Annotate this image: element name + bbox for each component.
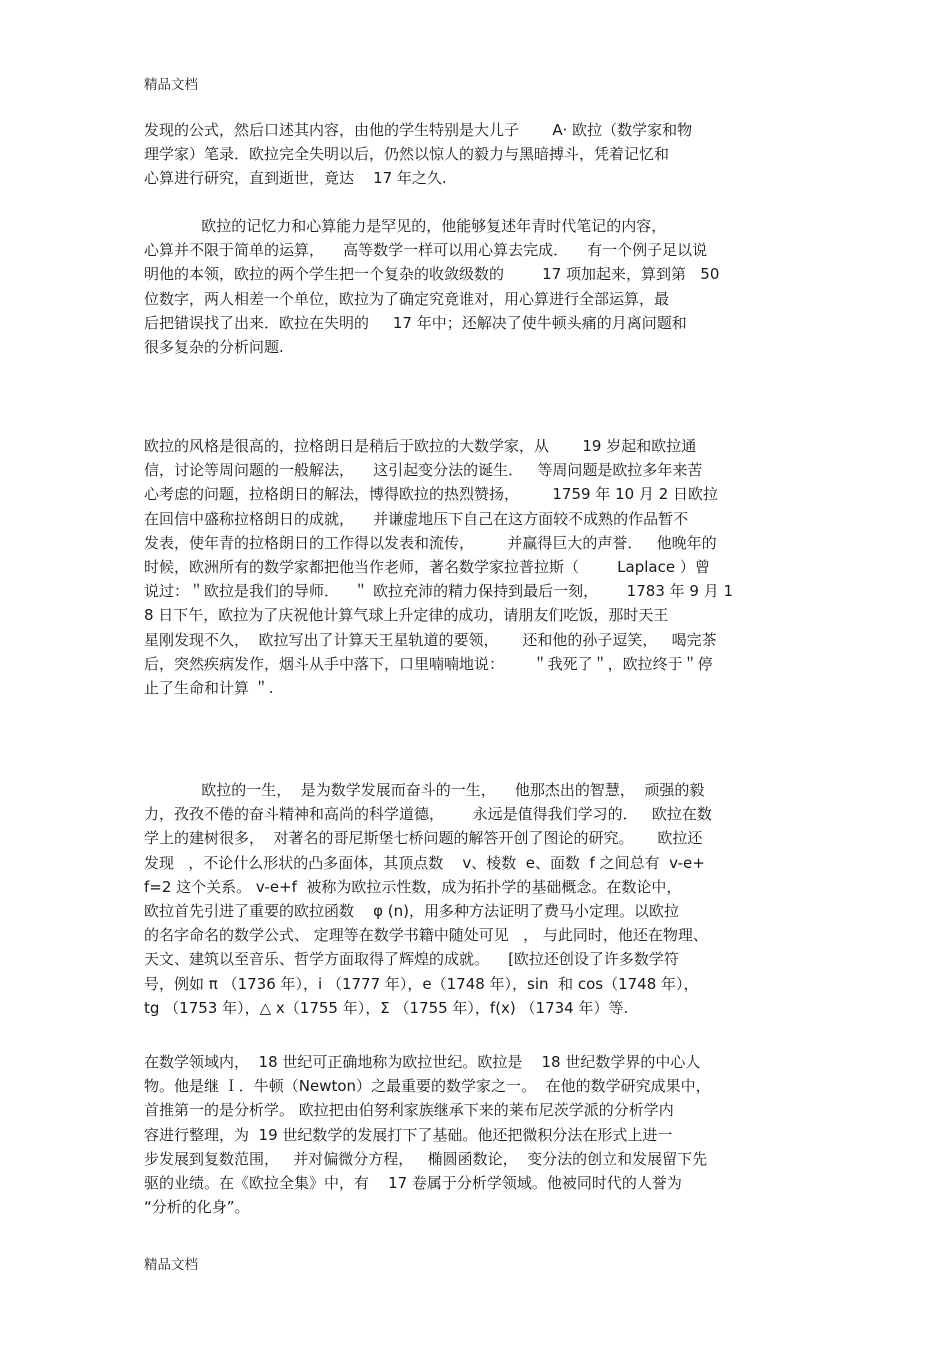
text-line: 信，讨论等周问题的一般解法， 这引起变分法的诞生． 等周问题是欧拉多年来苦 — [144, 461, 703, 480]
text-line: f=2 这个关系。 v-e+f 被称为欧拉示性数，成为拓扑学的基础概念。在数论中， — [144, 877, 682, 896]
text-line: 步发展到复数范围， 并对偏微分方程， 椭圆函数论， 变分法的创立和发展留下先 — [144, 1149, 708, 1168]
text-line: 发现 ，不论什么形状的凸多面体，其顶点数 v、棱数 e、面数 f 之间总有 v-e+ — [144, 853, 705, 872]
text-line: 驱的业绩。在《欧拉全集》中，有 17 卷属于分析学领域。他被同时代的人誉为 — [144, 1173, 682, 1192]
text-line: 明他的本领，欧拉的两个学生把一个复杂的收敛级数的 17 项加起来，算到第 50 — [144, 265, 720, 284]
text-line: 在回信中盛称拉格朗日的成就， 并谦虚地压下自己在这方面较不成熟的作品暂不 — [144, 509, 689, 528]
text-line: 心算并不限于简单的运算， 高等数学一样可以用心算去完成． 有一个例子足以说 — [144, 241, 708, 260]
text-line: 的名字命名的数学公式、 定理等在数学书籍中随处可见 ， 与此同时，他还在物理、 — [144, 926, 708, 945]
text-line: 星刚发现不久， 欧拉写出了计算天王星轨道的要领， 还和他的孙子逗笑， 喝完茶 — [144, 630, 717, 649]
text-line: 心考虑的问题，拉格朗日的解法，博得欧拉的热烈赞扬， 1759 年 10 月 2 日欧拉 — [144, 485, 719, 504]
page-header: 精品文档 — [144, 77, 198, 93]
paragraph-3 — [144, 434, 816, 700]
text-line: 位数字，两人相差一个单位，欧拉为了确定究竟谁对，用心算进行全部运算，最 — [144, 289, 670, 308]
text-line: 在数学领域内， 18 世纪可正确地称为欧拉世纪。欧拉是 18 世纪数学界的中心人 — [144, 1053, 701, 1071]
text-line: “分析的化身”。 — [144, 1198, 250, 1217]
text-line: 理学家）笔录．欧拉完全失明以后，仍然以惊人的毅力与黑暗搏斗，凭着记忆和 — [144, 145, 670, 164]
paragraph-2 — [144, 214, 816, 359]
text-line: 很多复杂的分析问题. — [144, 337, 284, 356]
text-line: 后把错误找了出来．欧拉在失明的 17 年中；还解决了使牛顿头痛的月离问题和 — [144, 313, 687, 332]
text-line: 天文、建筑以至音乐、哲学方面取得了辉煌的成就。 [欧拉还创设了许多数学符 — [144, 950, 679, 969]
text-line: 欧拉首先引进了重要的欧拉函数 φ (n)，用多种方法证明了费马小定理。以欧拉 — [144, 901, 679, 920]
text-line: 说过：＂欧拉是我们的导师． ＂ 欧拉充沛的精力保持到最后一刻， 1783 年 9 月 1 — [144, 582, 734, 601]
text-line: 时候，欧洲所有的数学家都把他当作老师，著名数学家拉普拉斯（ Laplace ）曾 — [144, 557, 710, 576]
paragraph-4 — [144, 778, 816, 1020]
paragraph-5 — [144, 1050, 816, 1219]
text-line: 止了生命和计算 ＂. — [144, 678, 274, 697]
text-line: tg （1753 年），△ x（1755 年），Σ （1755 年），f(x) （1734 年）等. — [144, 998, 629, 1017]
text-line: 首推第一的是分析学。 欧拉把由伯努利家族继承下来的莱布尼茨学派的分析学内 — [144, 1101, 674, 1120]
text-line: 发表，使年青的拉格朗日的工作得以发表和流传， 并赢得巨大的声誉． 他晚年的 — [144, 533, 717, 552]
text-line: 力，孜孜不倦的奋斗精神和高尚的科学道德， 永远是值得我们学习的． 欧拉在数 — [144, 805, 712, 824]
text-line: 后，突然疾病发作，烟斗从手中落下，口里喃喃地说： ＂我死了＂，欧拉终于＂停 — [144, 654, 713, 673]
text-line: 号，例如 π （1736 年），i （1777 年），e（1748 年），sin 和 cos（1748 年）， — [144, 974, 699, 993]
page-footer: 精品文档 — [144, 1257, 198, 1273]
text-line: 容进行整理，为 19 世纪数学的发展打下了基础。他还把微积分法在形式上进一 — [144, 1125, 673, 1144]
text-line: 欧拉的一生， 是为数学发展而奋斗的一生， 他那杰出的智慧， 顽强的毅 — [144, 781, 705, 799]
text-line: 发现的公式，然后口述其内容，由他的学生特别是大儿子 A· 欧拉（数学家和物 — [144, 121, 693, 139]
text-line: 物。他是继 Ｉ．牛顿（Newton）之最重要的数学家之一。 在他的数学研究成果中， — [144, 1077, 711, 1096]
text-line: 欧拉的风格是很高的，拉格朗日是稍后于欧拉的大数学家，从 19 岁起和欧拉通 — [144, 437, 697, 455]
text-line: 心算进行研究，直到逝世，竟达 17 年之久. — [144, 169, 447, 188]
text-line: 欧拉的记忆力和心算能力是罕见的，他能够复述年青时代笔记的内容， — [144, 217, 667, 235]
text-line: 8 日下午，欧拉为了庆祝他计算气球上升定律的成功，请朋友们吃饭，那时天王 — [144, 606, 669, 625]
text-line: 学上的建树很多， 对著名的哥尼斯堡七桥问题的解答开创了图论的研究。 欧拉还 — [144, 829, 703, 848]
paragraph-1 — [144, 118, 816, 191]
